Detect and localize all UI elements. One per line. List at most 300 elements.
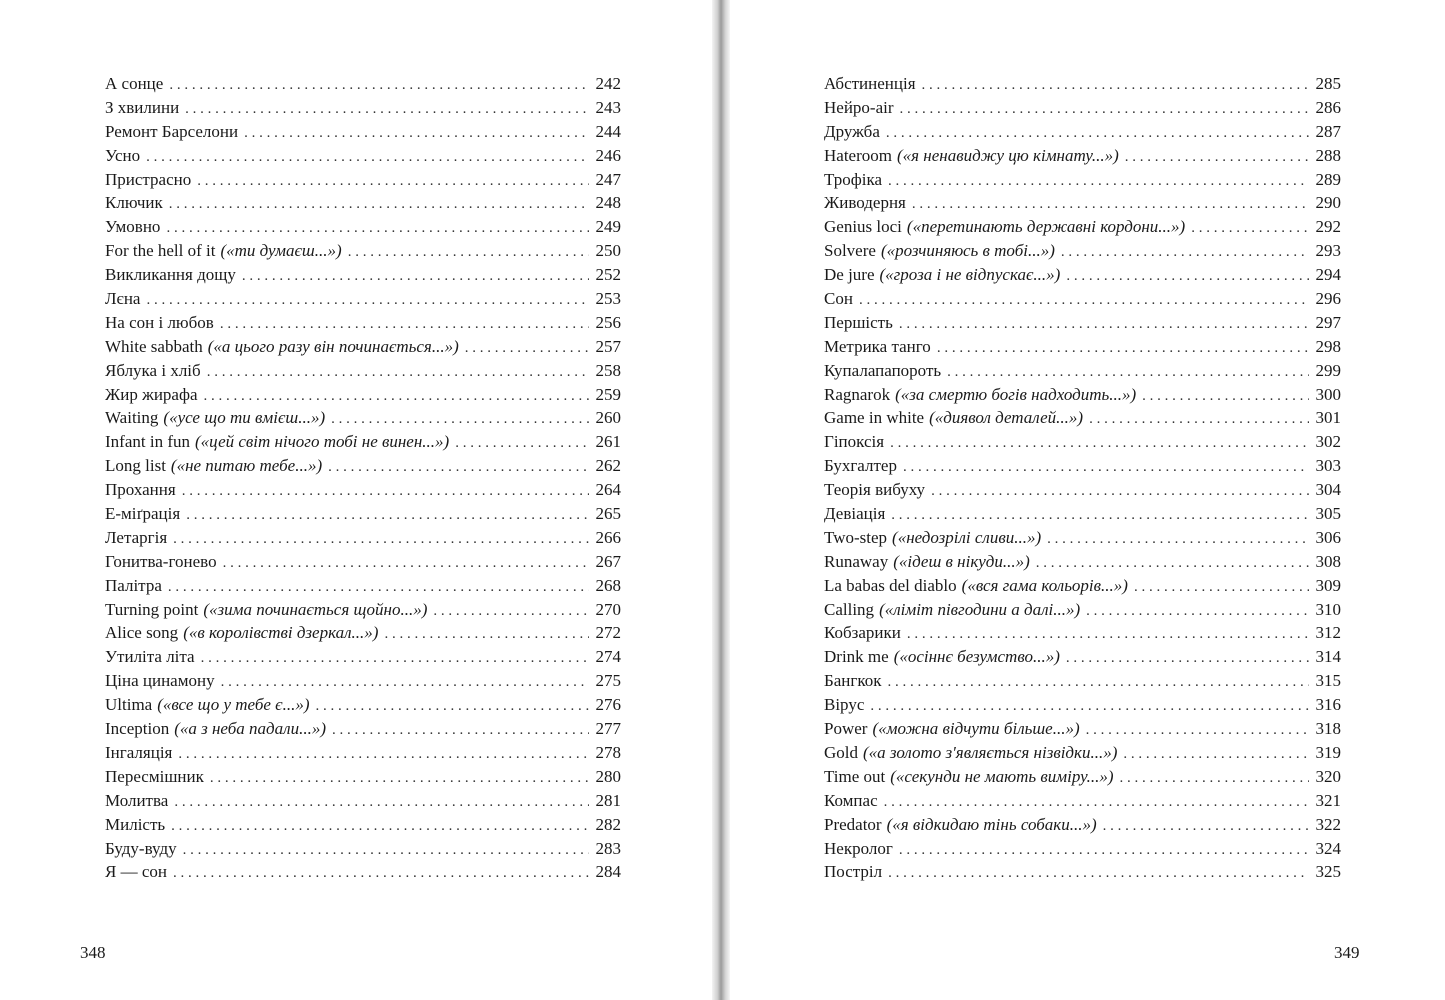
toc-entry-page-number: 244 xyxy=(595,121,621,141)
toc-entry-page-number: 294 xyxy=(1315,265,1341,285)
toc-entry-subtitle: («усе що ти вмієш...») xyxy=(163,408,326,428)
toc-entry xyxy=(105,574,621,598)
toc-entry-title: Утиліта літа xyxy=(105,647,195,667)
toc-entry-page-number: 320 xyxy=(1315,766,1341,786)
toc-entry-title: For the hell of it xyxy=(105,241,216,261)
toc-entry-title: Я — сон xyxy=(105,862,167,882)
toc-entry-page-number: 305 xyxy=(1315,504,1341,524)
toc-entry xyxy=(105,478,621,502)
dot-leader xyxy=(171,815,589,839)
toc-entry-page-number: 249 xyxy=(595,217,621,237)
toc-entry-page-number: 319 xyxy=(1315,742,1341,762)
dot-leader xyxy=(221,671,589,695)
toc-entry-title: Живодерня xyxy=(824,193,906,213)
book-spine-gutter xyxy=(712,0,730,1000)
toc-entry xyxy=(105,669,621,693)
toc-entry-title: Некролог xyxy=(824,838,893,858)
toc-entry xyxy=(105,645,621,669)
toc-entry-page-number: 272 xyxy=(595,623,621,643)
toc-entry xyxy=(105,383,621,407)
toc-entry-title: Turning point xyxy=(105,599,199,619)
toc-entry-page-number: 262 xyxy=(595,456,621,476)
toc-entry-title: Першість xyxy=(824,312,893,332)
dot-leader xyxy=(204,385,589,409)
dot-leader xyxy=(244,122,589,146)
toc-entry-page-number: 314 xyxy=(1315,647,1341,667)
dot-leader xyxy=(433,600,589,624)
toc-entry-subtitle: («розчиняюсь в тобі...») xyxy=(880,241,1055,261)
toc-entry-page-number: 264 xyxy=(595,480,621,500)
toc-entry-title: Solvere xyxy=(824,241,876,261)
toc-entry-title: Gold xyxy=(824,742,858,762)
dot-leader xyxy=(182,480,589,504)
toc-entry xyxy=(824,454,1341,478)
dot-leader xyxy=(146,289,589,313)
toc-entry-title: Прохання xyxy=(105,480,176,500)
toc-entry-subtitle: («а з неба падали...») xyxy=(174,719,326,739)
toc-entry xyxy=(824,168,1341,192)
toc-entry xyxy=(105,454,621,478)
toc-entry-title: Ключик xyxy=(105,193,163,213)
toc-entry-page-number: 258 xyxy=(595,360,621,380)
toc-entry-title: З хвилини xyxy=(105,97,180,117)
toc-entry-subtitle: («гроза і не відпускає...») xyxy=(879,265,1061,285)
dot-leader xyxy=(207,361,589,385)
toc-entry-subtitle: («вся гама кольорів...») xyxy=(961,575,1128,595)
dot-leader xyxy=(223,552,589,576)
toc-entry-title: Long list xyxy=(105,456,166,476)
toc-entry-page-number: 277 xyxy=(595,719,621,739)
toc-entry xyxy=(105,168,621,192)
toc-entry-page-number: 266 xyxy=(595,527,621,547)
toc-entry-subtitle: («можна відчути більше...») xyxy=(872,719,1080,739)
toc-entry xyxy=(824,191,1341,215)
toc-entry-title: Усно xyxy=(105,145,141,165)
dot-leader xyxy=(1061,241,1309,265)
toc-entry-title: Вірус xyxy=(824,695,865,715)
toc-entry-page-number: 243 xyxy=(595,97,621,117)
dot-leader xyxy=(912,193,1309,217)
toc-entry-subtitle: («не питаю тебе...») xyxy=(170,456,323,476)
dot-leader xyxy=(384,623,589,647)
toc-entry-title: Гіпоксія xyxy=(824,432,885,452)
dot-leader xyxy=(166,217,589,241)
toc-entry-page-number: 284 xyxy=(595,862,621,882)
dot-leader xyxy=(891,504,1309,528)
toc-entry-title: Девіація xyxy=(824,504,886,524)
toc-entry-page-number: 298 xyxy=(1315,336,1341,356)
toc-entry-page-number: 252 xyxy=(595,265,621,285)
toc-entry-page-number: 280 xyxy=(595,766,621,786)
toc-entry xyxy=(105,144,621,168)
toc-entry xyxy=(824,717,1341,741)
toc-entry-page-number: 278 xyxy=(595,742,621,762)
toc-entry-page-number: 256 xyxy=(595,312,621,332)
dot-leader xyxy=(316,695,589,719)
toc-entry-page-number: 321 xyxy=(1315,790,1341,810)
toc-entry-title: White sabbath xyxy=(105,336,203,356)
toc-entry-page-number: 299 xyxy=(1315,360,1341,380)
dot-leader xyxy=(1086,719,1309,743)
toc-entry xyxy=(824,359,1341,383)
toc-entry xyxy=(105,311,621,335)
dot-leader xyxy=(210,767,589,791)
toc-entry xyxy=(105,621,621,645)
toc-entry xyxy=(824,860,1341,884)
toc-entry-title: Game in white xyxy=(824,408,925,428)
toc-entry-page-number: 268 xyxy=(595,575,621,595)
toc-entry-title: Waiting xyxy=(105,408,159,428)
toc-entry-page-number: 248 xyxy=(595,193,621,213)
dot-leader xyxy=(888,170,1309,194)
toc-entry xyxy=(824,550,1341,574)
toc-entry xyxy=(105,789,621,813)
toc-entry-title: Calling xyxy=(824,599,875,619)
toc-entry-title: Постріл xyxy=(824,862,883,882)
dot-leader xyxy=(1191,217,1309,241)
dot-leader xyxy=(328,456,589,480)
toc-entry-page-number: 296 xyxy=(1315,289,1341,309)
dot-leader xyxy=(1066,265,1309,289)
toc-entry xyxy=(824,789,1341,813)
toc-entry-page-number: 300 xyxy=(1315,384,1341,404)
toc-entry-page-number: 265 xyxy=(595,504,621,524)
toc-entry-page-number: 259 xyxy=(595,384,621,404)
toc-entry-page-number: 293 xyxy=(1315,241,1341,261)
page-number-left: 348 xyxy=(80,943,106,962)
toc-entry-title: Hateroom xyxy=(824,145,892,165)
toc-entry-page-number: 261 xyxy=(595,432,621,452)
toc-entry-title: Буду-вуду xyxy=(105,838,177,858)
toc-entry-page-number: 282 xyxy=(595,814,621,834)
dot-leader xyxy=(1066,647,1309,671)
toc-entry-subtitle: («а золото з'являється нізвідки...») xyxy=(863,742,1118,762)
toc-entry-title: Нейро-air xyxy=(824,97,894,117)
dot-leader xyxy=(169,193,589,217)
toc-entry-title: Компас xyxy=(824,790,878,810)
toc-entry xyxy=(824,669,1341,693)
toc-entry-page-number: 325 xyxy=(1315,862,1341,882)
toc-entry xyxy=(824,813,1341,837)
toc-entry-page-number: 292 xyxy=(1315,217,1341,237)
toc-entry-title: Яблука і хліб xyxy=(105,360,201,380)
toc-entry xyxy=(824,693,1341,717)
dot-leader xyxy=(173,528,589,552)
dot-leader xyxy=(183,839,589,863)
toc-entry-title: Runaway xyxy=(824,551,889,571)
toc-entry-page-number: 315 xyxy=(1315,671,1341,691)
dot-leader xyxy=(173,862,589,886)
dot-leader xyxy=(900,98,1309,122)
toc-entry-title: Ragnarok xyxy=(824,384,891,404)
dot-leader xyxy=(907,623,1309,647)
toc-entry-page-number: 260 xyxy=(595,408,621,428)
toc-entry xyxy=(824,430,1341,454)
toc-entry-title: Трофіка xyxy=(824,169,883,189)
toc-entry-title: Пристрасно xyxy=(105,169,192,189)
toc-entry xyxy=(105,765,621,789)
toc-entry-page-number: 287 xyxy=(1315,121,1341,141)
toc-entry-page-number: 288 xyxy=(1315,145,1341,165)
toc-entry-page-number: 281 xyxy=(595,790,621,810)
toc-entry xyxy=(824,120,1341,144)
toc-entry xyxy=(824,741,1341,765)
toc-entry xyxy=(105,813,621,837)
toc-entry-page-number: 304 xyxy=(1315,480,1341,500)
toc-entry-title: Ціна цинамону xyxy=(105,671,215,691)
toc-entry-title: Two-step xyxy=(824,527,888,547)
toc-entry-subtitle: («в королівстві дзеркал...») xyxy=(183,623,379,643)
toc-entry-title: Абстиненція xyxy=(824,74,916,93)
toc-entry xyxy=(105,120,621,144)
toc-entry xyxy=(824,287,1341,311)
dot-leader xyxy=(146,146,589,170)
dot-leader xyxy=(348,241,589,265)
toc-entry-title: Пересмішник xyxy=(105,766,204,786)
toc-entry-page-number: 253 xyxy=(595,289,621,309)
toc-entry-page-number: 301 xyxy=(1315,408,1341,428)
toc-entry xyxy=(824,96,1341,120)
toc-entry xyxy=(105,359,621,383)
toc-entry-page-number: 270 xyxy=(595,599,621,619)
toc-entry xyxy=(824,239,1341,263)
dot-leader xyxy=(1134,576,1309,600)
toc-entry-title: Infant in fun xyxy=(105,432,190,452)
toc-entry-subtitle: («ідеш в нікуди...») xyxy=(893,551,1030,571)
toc-entry-title: Гонитва-гонево xyxy=(105,551,217,571)
toc-entry-title: Alice song xyxy=(105,623,179,643)
dot-leader xyxy=(242,265,589,289)
dot-leader xyxy=(331,408,589,432)
dot-leader xyxy=(890,432,1309,456)
dot-leader xyxy=(922,74,1309,98)
toc-entry-page-number: 324 xyxy=(1315,838,1341,858)
toc-entry-title: Летаргія xyxy=(105,527,168,547)
dot-leader xyxy=(947,361,1309,385)
toc-entry xyxy=(824,72,1341,96)
toc-entry xyxy=(105,502,621,526)
toc-entry-title: Кобзарики xyxy=(824,623,901,643)
toc-entry-page-number: 297 xyxy=(1315,312,1341,332)
toc-entry-page-number: 309 xyxy=(1315,575,1341,595)
dot-leader xyxy=(186,504,589,528)
toc-entry-title: Викликання дощу xyxy=(105,265,236,285)
toc-entry-title: Ремонт Барселони xyxy=(105,121,239,141)
toc-entry-subtitle: («осіннє безумство...») xyxy=(893,647,1060,667)
toc-entry-page-number: 302 xyxy=(1315,432,1341,452)
table-of-contents-left xyxy=(105,72,621,884)
toc-entry-page-number: 246 xyxy=(595,145,621,165)
toc-entry-title: Інгаляція xyxy=(105,742,173,762)
toc-entry-title: Ultima xyxy=(105,695,153,715)
dot-leader xyxy=(220,313,589,337)
toc-entry xyxy=(105,191,621,215)
toc-entry-page-number: 285 xyxy=(1315,74,1341,93)
toc-entry xyxy=(105,598,621,622)
toc-entry xyxy=(824,526,1341,550)
toc-entry xyxy=(105,550,621,574)
toc-entry-title: Бухгалтер xyxy=(824,456,897,476)
dot-leader xyxy=(1125,146,1309,170)
dot-leader xyxy=(886,122,1309,146)
toc-entry-page-number: 276 xyxy=(595,695,621,715)
toc-entry-page-number: 289 xyxy=(1315,169,1341,189)
toc-entry xyxy=(824,478,1341,502)
toc-entry-title: Теорія вибуху xyxy=(824,480,926,500)
toc-entry-title: Power xyxy=(824,719,868,739)
toc-entry-subtitle: («я відкидаю тінь собаки...») xyxy=(886,814,1097,834)
dot-leader xyxy=(178,743,589,767)
dot-leader xyxy=(899,839,1309,863)
dot-leader xyxy=(197,170,589,194)
left-page xyxy=(0,0,712,1000)
dot-leader xyxy=(1142,385,1309,409)
toc-entry-title: А сонце xyxy=(105,74,164,93)
dot-leader xyxy=(888,671,1309,695)
dot-leader xyxy=(168,576,589,600)
toc-entry-page-number: 303 xyxy=(1315,456,1341,476)
dot-leader xyxy=(185,98,589,122)
toc-entry-subtitle: («я ненавиджу цю кімнату...») xyxy=(896,145,1119,165)
toc-entry-title: Жир жирафа xyxy=(105,384,198,404)
dot-leader xyxy=(332,719,589,743)
toc-entry-title: De jure xyxy=(824,265,875,285)
dot-leader xyxy=(937,337,1309,361)
toc-entry-subtitle: («ліміт півгодини а далі...») xyxy=(879,599,1081,619)
toc-entry-subtitle: («зима починається щойно...») xyxy=(203,599,428,619)
toc-entry xyxy=(824,335,1341,359)
toc-entry xyxy=(824,621,1341,645)
toc-entry-page-number: 250 xyxy=(595,241,621,261)
toc-entry xyxy=(105,741,621,765)
toc-entry-page-number: 257 xyxy=(595,336,621,356)
toc-entry-page-number: 283 xyxy=(595,838,621,858)
toc-entry-page-number: 242 xyxy=(595,74,621,93)
dot-leader xyxy=(888,862,1309,886)
toc-entry xyxy=(105,406,621,430)
toc-entry xyxy=(824,502,1341,526)
toc-entry-subtitle: («за смертю богів надходить...») xyxy=(895,384,1137,404)
toc-entry xyxy=(105,860,621,884)
toc-entry xyxy=(824,574,1341,598)
dot-leader xyxy=(201,647,589,671)
toc-entry-page-number: 316 xyxy=(1315,695,1341,715)
toc-entry-page-number: 308 xyxy=(1315,551,1341,571)
dot-leader xyxy=(1047,528,1309,552)
toc-entry-title: Е-міґрація xyxy=(105,504,181,524)
toc-entry-page-number: 310 xyxy=(1315,599,1341,619)
toc-entry-title: Лєна xyxy=(105,289,141,309)
toc-entry-subtitle: («недозрілі сливи...») xyxy=(892,527,1042,547)
toc-entry-title: Genius loci xyxy=(824,217,902,237)
dot-leader xyxy=(1123,743,1309,767)
toc-entry xyxy=(105,239,621,263)
dot-leader xyxy=(465,337,589,361)
toc-entry-title: Умовно xyxy=(105,217,161,237)
toc-entry xyxy=(824,144,1341,168)
toc-entry-title: Метрика танго xyxy=(824,336,931,356)
toc-entry xyxy=(824,837,1341,861)
toc-entry-title: Бангкок xyxy=(824,671,882,691)
dot-leader xyxy=(931,480,1309,504)
toc-entry xyxy=(824,383,1341,407)
toc-entry-title: Drink me xyxy=(824,647,889,667)
toc-entry xyxy=(105,335,621,359)
toc-entry-page-number: 286 xyxy=(1315,97,1341,117)
toc-entry-page-number: 275 xyxy=(595,671,621,691)
toc-entry-page-number: 322 xyxy=(1315,814,1341,834)
toc-entry-subtitle: («перетинають державні кордони...») xyxy=(906,217,1186,237)
toc-entry xyxy=(105,263,621,287)
toc-entry xyxy=(824,406,1341,430)
toc-entry-subtitle: («цей світ нічого тобі не винен...») xyxy=(194,432,450,452)
dot-leader xyxy=(174,791,589,815)
toc-entry xyxy=(824,215,1341,239)
dot-leader xyxy=(169,74,589,98)
toc-entry xyxy=(105,717,621,741)
toc-entry xyxy=(105,215,621,239)
toc-entry-title: La babas del diablo xyxy=(824,575,957,595)
dot-leader xyxy=(884,791,1309,815)
dot-leader xyxy=(870,695,1309,719)
toc-entry-page-number: 312 xyxy=(1315,623,1341,643)
toc-entry xyxy=(824,645,1341,669)
toc-entry-page-number: 290 xyxy=(1315,193,1341,213)
toc-entry xyxy=(105,96,621,120)
toc-entry-page-number: 318 xyxy=(1315,719,1341,739)
toc-entry-page-number: 267 xyxy=(595,551,621,571)
page-number-right: 349 xyxy=(1334,943,1360,962)
toc-entry-title: Палітра xyxy=(105,575,162,595)
toc-entry xyxy=(105,72,621,96)
toc-entry xyxy=(105,526,621,550)
toc-entry-subtitle: («секунди не мають виміру...») xyxy=(890,766,1114,786)
dot-leader xyxy=(903,456,1309,480)
toc-entry-title: Молитва xyxy=(105,790,169,810)
toc-entry xyxy=(824,263,1341,287)
toc-entry xyxy=(824,765,1341,789)
toc-entry xyxy=(105,430,621,454)
toc-entry xyxy=(105,693,621,717)
dot-leader xyxy=(859,289,1309,313)
toc-entry-subtitle: («а цього разу він починається...») xyxy=(207,336,459,356)
dot-leader xyxy=(1103,815,1309,839)
toc-entry-title: Дружба xyxy=(824,121,880,141)
dot-leader xyxy=(455,432,589,456)
toc-entry-page-number: 274 xyxy=(595,647,621,667)
dot-leader xyxy=(1120,767,1309,791)
toc-entry-subtitle: («все що у тебе є...») xyxy=(157,695,310,715)
toc-entry-page-number: 306 xyxy=(1315,527,1341,547)
toc-entry-title: Сон xyxy=(824,289,853,309)
toc-entry-subtitle: («диявол деталей...») xyxy=(929,408,1084,428)
dot-leader xyxy=(899,313,1309,337)
toc-entry xyxy=(105,837,621,861)
table-of-contents-right xyxy=(824,72,1341,884)
toc-entry-title: Купалапапороть xyxy=(824,360,942,380)
toc-entry-title: Predator xyxy=(824,814,882,834)
toc-entry xyxy=(824,311,1341,335)
toc-entry-title: Милість xyxy=(105,814,166,834)
toc-entry-title: Inception xyxy=(105,719,170,739)
right-page xyxy=(730,0,1445,1000)
dot-leader xyxy=(1036,552,1309,576)
toc-entry-title: На сон і любов xyxy=(105,312,214,332)
toc-entry xyxy=(824,598,1341,622)
toc-entry xyxy=(105,287,621,311)
dot-leader xyxy=(1086,600,1309,624)
toc-entry-title: Time out xyxy=(824,766,886,786)
